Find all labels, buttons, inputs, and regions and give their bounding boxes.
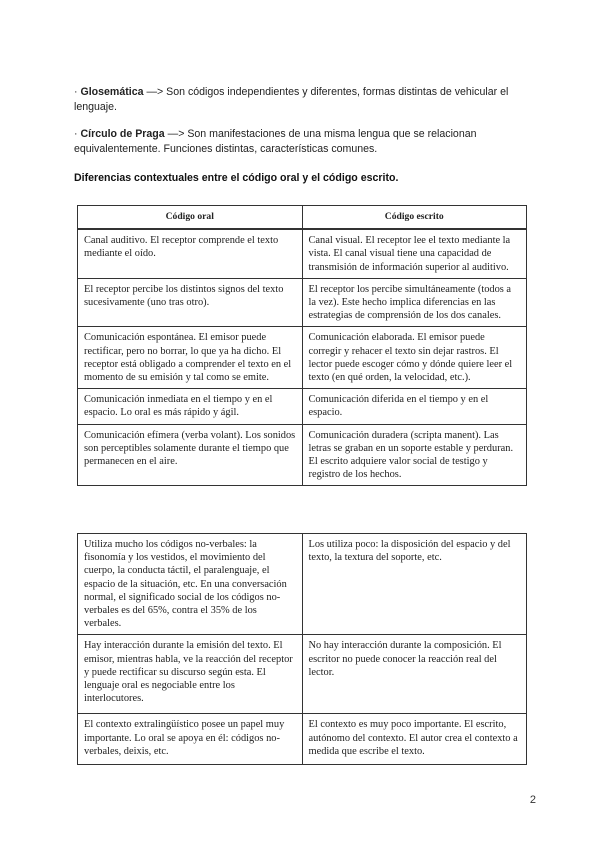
table-row [78, 714, 527, 765]
cell-oral: Comunicación inmediata en el tiempo y en el espacio. Lo oral es más rápido y ágil. [78, 389, 303, 424]
cell-oral: El contexto extralingüístico posee un papel muy importante. Lo oral se apoya en él: códigos no-verbales, deixis, etc. [78, 714, 303, 765]
table-row [78, 534, 527, 635]
bullet: · [74, 128, 78, 140]
cell-oral: Comunicación efímera (verba volant). Los sonidos son perceptibles solamente durante el tiempo que permanecen en el aire. [78, 424, 303, 486]
praga-text: —> Son manifestaciones de una misma lengua que se relacionan equivalentemente. Funciones distintas, características comunes. [74, 128, 477, 155]
header-codigo-escrito: Código escrito [302, 206, 527, 230]
comparison-table-2 [77, 533, 527, 765]
page-number: 2 [529, 794, 536, 806]
scanned-table-1 [77, 205, 527, 486]
cell-oral: Canal auditivo. El receptor comprende el texto mediante el oído. [78, 229, 303, 278]
cell-escrito: Comunicación duradera (scripta manent). Las letras se graban en un soporte estable y perduran. El escrito adquiere valor social de testigo y registro de los hechos. [302, 424, 527, 486]
cell-escrito: El receptor los percibe simultáneamente (todos a la vez). Este hecho implica diferencias en las estrategias de comprensión de los dos canales. [302, 278, 527, 327]
table-row [78, 635, 527, 714]
glosematica-paragraph [74, 85, 530, 115]
table-row [78, 278, 527, 327]
cell-escrito: No hay interacción durante la composición. El escritor no puede conocer la reacción real del lector. [302, 635, 527, 714]
praga-term: Círculo de Praga [80, 128, 165, 140]
cell-escrito: Comunicación elaborada. El emisor puede corregir y rehacer el texto sin dejar rastros. El lector puede escoger cómo y dónde quiere leer el texto (en qué orden, la velocidad, etc.). [302, 327, 527, 389]
header-codigo-oral: Código oral [78, 206, 303, 230]
bullet: · [74, 86, 78, 98]
glosematica-text: —> Son códigos independientes y diferentes, formas distintas de vehicular el lenguaje. [74, 86, 509, 113]
table-header-row [78, 206, 527, 230]
table-row [78, 389, 527, 424]
scanned-table-2 [77, 533, 527, 765]
table-row [78, 229, 527, 278]
table-row [78, 424, 527, 486]
cell-oral: Utiliza mucho los códigos no-verbales: la fisonomía y los vestidos, el movimiento del cuerpo, la conducta táctil, el paralenguaje, el espacio de la situación, etc. En una conversación normal, el significado social de los códigos no-verbales es del 65%, contra el 35% de los verbales. [78, 534, 303, 635]
praga-paragraph [74, 127, 530, 157]
cell-escrito: Comunicación diferida en el tiempo y en el espacio. [302, 389, 527, 424]
section-heading: Diferencias contextuales entre el código oral y el código escrito. [74, 172, 399, 184]
glosematica-term: Glosemática [80, 86, 144, 98]
cell-oral: El receptor percibe los distintos signos del texto sucesivamente (uno tras otro). [78, 278, 303, 327]
cell-escrito: Canal visual. El receptor lee el texto mediante la vista. El canal visual tiene una capacidad de transmisión de información superior al auditivo. [302, 229, 527, 278]
cell-oral: Hay interacción durante la emisión del texto. El emisor, mientras habla, ve la reacción del receptor y puede rectificar su discurso según esta. El lenguaje oral es negociable entre los interlocutores. [78, 635, 303, 714]
cell-escrito: Los utiliza poco: la disposición del espacio y del texto, la textura del soporte, etc. [302, 534, 527, 635]
cell-oral: Comunicación espontánea. El emisor puede rectificar, pero no borrar, lo que ya ha dicho. El receptor está obligado a comprender el texto en el momento de su emisión y tal como se emite. [78, 327, 303, 389]
table-row [78, 327, 527, 389]
cell-escrito: El contexto es muy poco importante. El escrito, autónomo del contexto. El autor crea el contexto a medida que escribe el texto. [302, 714, 527, 765]
comparison-table-1 [77, 205, 527, 486]
